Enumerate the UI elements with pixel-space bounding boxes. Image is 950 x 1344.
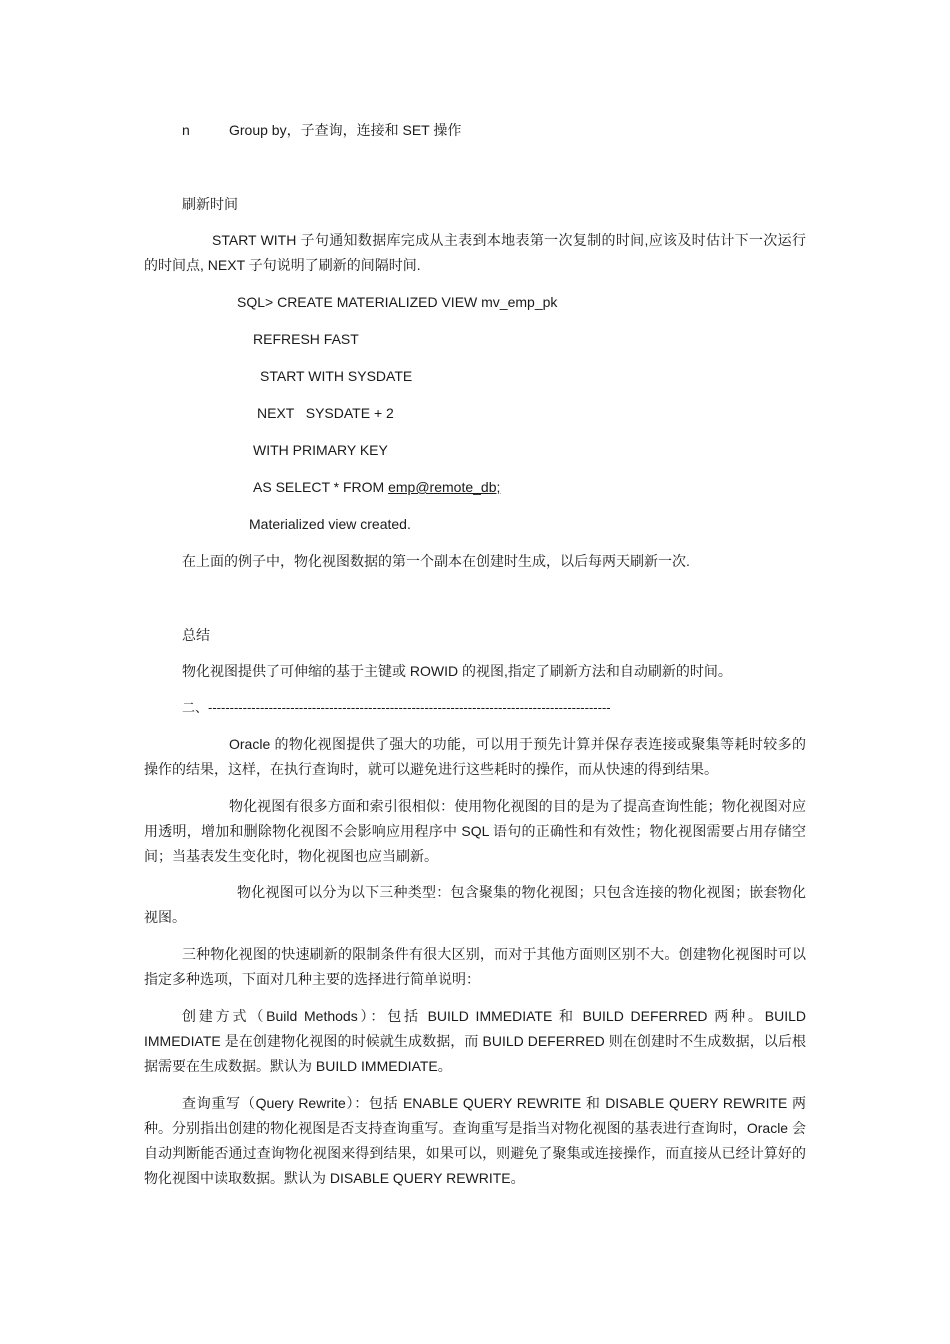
paragraph-1: Oracle 的物化视图提供了强大的功能，可以用于预先计算并保存表连接或聚集等耗时较多的操作的结果，这样，在执行查询时，就可以避免进行这些耗时的操作，而从快速的得到结果。: [144, 736, 806, 777]
paragraph-5: 创建方式（Build Methods）：包括 BUILD IMMEDIATE 和 BUILD DEFERRED 两种。BUILD IMMEDIATE 是在创建物化视图的时候就生成数据，而 BUILD DEFERRED 则在创建时不生成数据，以后根据需要在生成数据。默认为 BUILD IMMEDIATE。: [144, 1008, 806, 1074]
refresh-heading: 刷新时间: [182, 196, 238, 212]
summary-text: 物化视图提供了可伸缩的基于主键或 ROWID 的视图,指定了刷新方法和自动刷新的时间。: [182, 663, 732, 679]
paragraph-6: 查询重写（Query Rewrite）：包括 ENABLE QUERY REWRITE 和 DISABLE QUERY REWRITE 两种。分别指出创建的物化视图是否支持查询重写。查询重写是指当对物化视图的基表进行查询时，Oracle 会自动判断能否通过查询物化视图来得到结果，如果可以，则避免了聚集或连接操作，而直接从已经计算好的物化视图中读取数据。默认为 DISABLE QUERY REWRITE。: [144, 1095, 806, 1186]
refresh-intro: START WITH 子句通知数据库完成从主表到本地表第一次复制的时间,应该及时估计下一次运行的时间点, NEXT 子句说明了刷新的间隔时间.: [144, 232, 806, 273]
paragraph-4: 三种物化视图的快速刷新的限制条件有很大区别，而对于其他方面则区别不大。创建物化视图时可以指定多种选项，下面对几种主要的选择进行简单说明：: [144, 946, 806, 987]
sql-line-4: NEXT SYSDATE + 2: [257, 405, 394, 421]
sql-line-5: WITH PRIMARY KEY: [253, 442, 388, 458]
sql-line-3: START WITH SYSDATE: [260, 368, 413, 384]
example-note: 在上面的例子中，物化视图数据的第一个副本在创建时生成，以后每两天刷新一次.: [182, 553, 690, 569]
section-divider: 二、---------------------------------------------------------------------------------------------: [182, 700, 611, 715]
sql-line-6-prefix: AS SELECT * FROM: [253, 479, 389, 495]
sql-line-7: Materialized view created.: [249, 516, 411, 532]
bullet-text: Group by，子查询，连接和 SET 操作: [229, 122, 462, 138]
sql-line-1: SQL> CREATE MATERIALIZED VIEW mv_emp_pk: [237, 294, 558, 310]
sql-line-6: [253, 477, 500, 497]
bullet-marker: n: [182, 122, 190, 138]
summary-heading: 总结: [182, 627, 210, 643]
remote-db-link[interactable]: emp@remote_db;: [388, 479, 501, 495]
sql-line-2: REFRESH FAST: [253, 331, 359, 347]
paragraph-3: 物化视图可以分为以下三种类型：包含聚集的物化视图；只包含连接的物化视图；嵌套物化视图。: [144, 884, 806, 925]
paragraph-2: 物化视图有很多方面和索引很相似：使用物化视图的目的是为了提高查询性能；物化视图对应用透明，增加和删除物化视图不会影响应用程序中 SQL 语句的正确性和有效性；物化视图需要占用存储空间；当基表发生变化时，物化视图也应当刷新。: [144, 798, 806, 864]
